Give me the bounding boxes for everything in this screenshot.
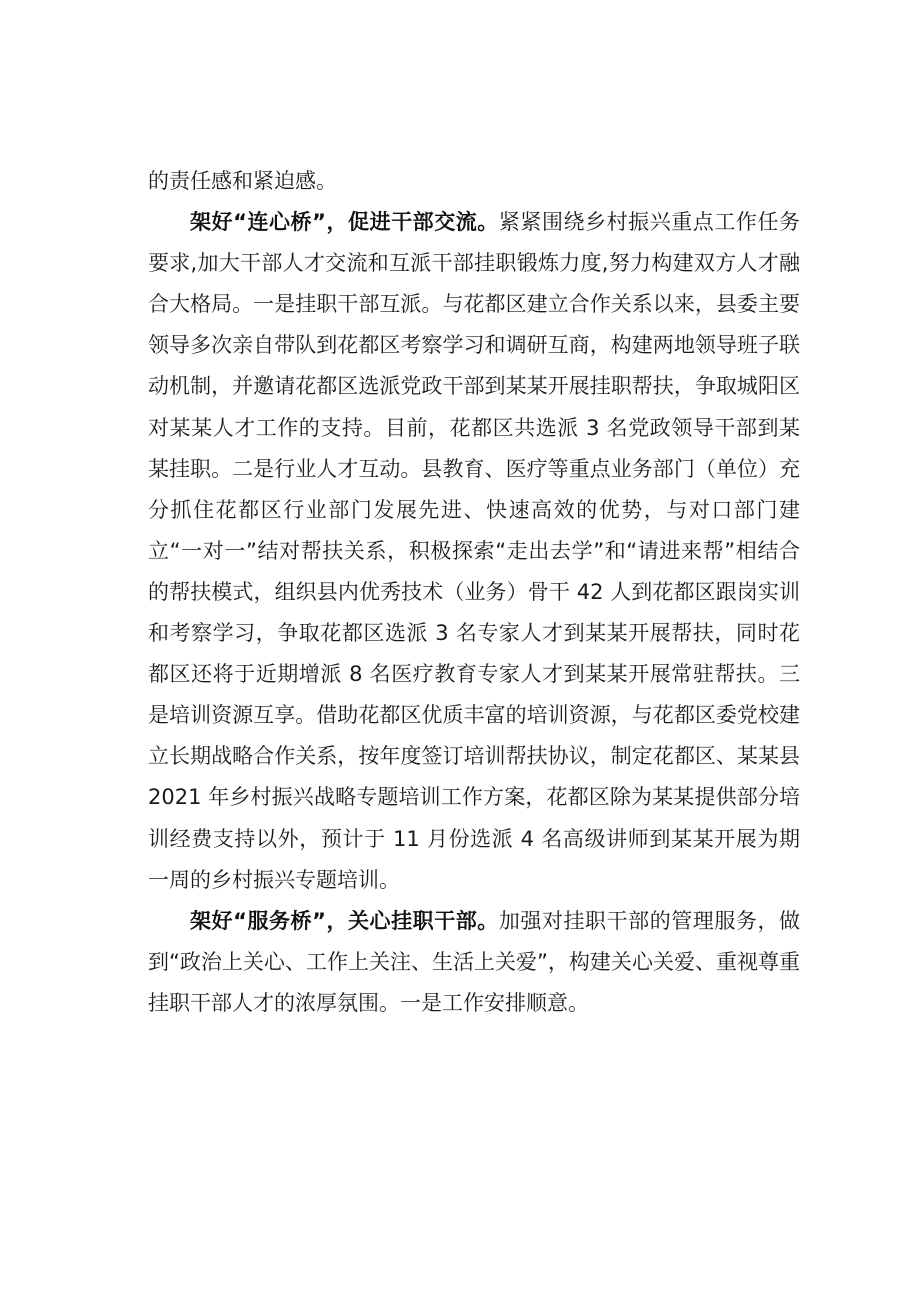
paragraph-cadre-care xyxy=(148,901,800,1024)
document-body xyxy=(148,161,800,1024)
paragraph-continuation xyxy=(148,161,800,202)
paragraph-body-text: 加强对挂职干部的管理服务，做到“政治上关心、工作上关注、生活上关爱”，构建关心关爱、重视尊重挂职干部人才的浓厚氛围。一是工作安排顺意。 xyxy=(148,908,801,1015)
paragraph-heading-bridge-of-hearts: 架好“连心桥”，促进干部交流。 xyxy=(190,210,499,235)
paragraph-heading-service-bridge: 架好“服务桥”，关心挂职干部。 xyxy=(190,908,499,933)
paragraph-body-text: 的责任感和紧迫感。 xyxy=(148,169,337,193)
paragraph-cadre-exchange xyxy=(148,202,800,901)
paragraph-body-text: 紧紧围绕乡村振兴重点工作任务要求,加大干部人才交流和互派干部挂职锻炼力度,努力构建双方人才融合大格局。一是挂职干部互派。与花都区建立合作关系以来，县委主要领导多次亲自带队到花都区考察学习和调研互商，构建两地领导班子联动机制，并邀请花都区选派党政干部到某某开展挂职帮扶，争取城阳区对某某人才工作的支持。目前，花都区共选派 3 名党政领导干部到某某挂职。二是行业人才互动。县教育、医疗等重点业务部门（单位）充分抓住花都区行业部门发展先进、快速高效的优势，与对口部门建立“一对一”结对帮扶关系，积极探索“走出去学”和“请进来帮”相结合的帮扶模式，组织县内优秀技术（业务）骨干 42 人到花都区跟岗实训和考察学习，争取花都区选派 3 名专家人才到某某开展帮扶，同时花都区还将于近期增派 8 名医疗教育专家人才到某某开展常驻帮扶。三是培训资源互享。借助花都区优质丰富的培训资源，与花都区委党校建立长期战略合作关系，按年度签订培训帮扶协议，制定花都区、某某县 2021 年乡村振兴战略专题培训工作方案，花都区除为某某提供部分培训经费支持以外，预计于 11 月份选派 4 名高级讲师到某某开展为期一周的乡村振兴专题培训。 xyxy=(148,210,801,892)
